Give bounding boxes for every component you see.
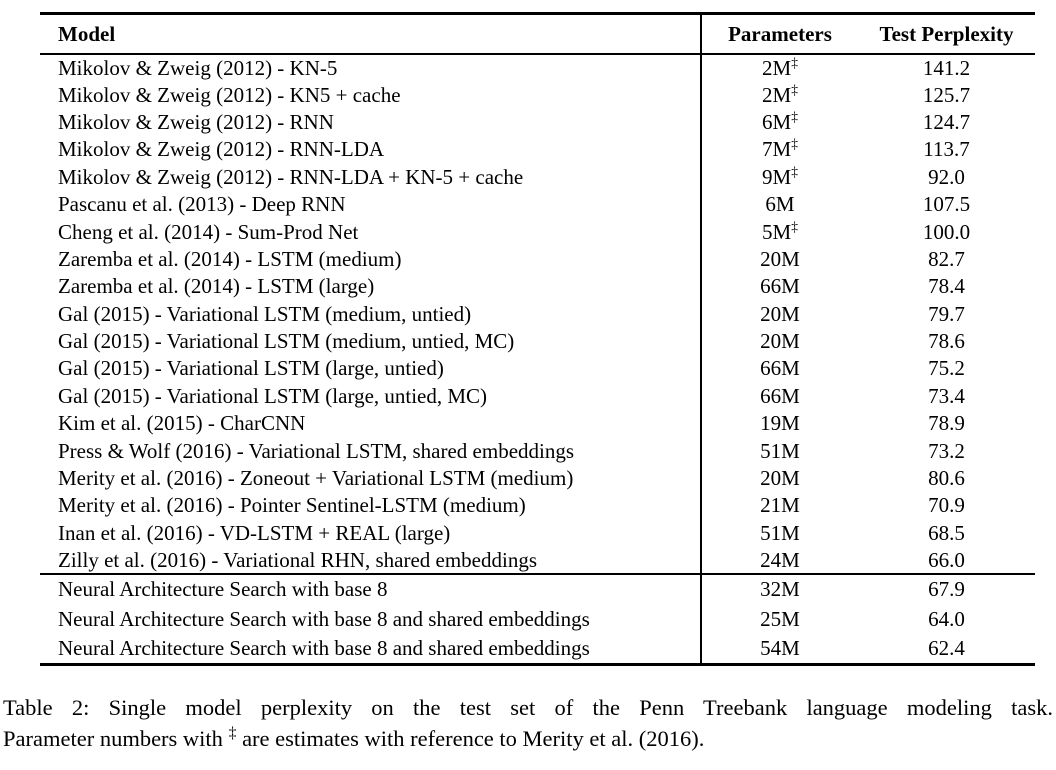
- table-row: [40, 273, 1035, 300]
- model-cell: Inan et al. (2016) - VD-LSTM + REAL (large): [40, 520, 701, 547]
- table-row: [40, 547, 1035, 574]
- model-cell: Merity et al. (2016) - Zoneout + Variational LSTM (medium): [40, 465, 701, 492]
- parameters-cell: 54M: [760, 636, 800, 661]
- double-dagger-icon: ‡: [791, 108, 798, 124]
- caption-line-2-suffix: are estimates with reference to Merity et al. (2016).: [236, 725, 705, 751]
- model-cell: Mikolov & Zweig (2012) - RNN-LDA: [40, 136, 701, 163]
- model-cell: Neural Architecture Search with base 8 and shared embeddings: [40, 604, 701, 634]
- caption-line-2: [3, 723, 1053, 754]
- caption-line-1: Table 2: Single model perplexity on the test set of the Penn Treebank language modeling task.: [3, 694, 1053, 720]
- double-dagger-icon: ‡: [791, 54, 798, 70]
- perplexity-cell: 73.2: [928, 438, 965, 463]
- double-dagger-icon: ‡: [791, 136, 798, 152]
- parameters-cell: 51M: [760, 438, 800, 463]
- model-cell: Mikolov & Zweig (2012) - RNN: [40, 109, 701, 136]
- double-dagger-icon: ‡: [228, 724, 237, 742]
- table-row: [40, 109, 1035, 136]
- table-row: [40, 465, 1035, 492]
- parameters-cell: 20M: [760, 329, 800, 354]
- parameters-cell: 66M: [760, 383, 800, 408]
- parameters-cell: 5M‡: [762, 218, 798, 244]
- parameters-cell: 9M‡: [762, 163, 798, 189]
- table-row: [40, 410, 1035, 437]
- double-dagger-icon: ‡: [791, 163, 798, 179]
- model-cell: Mikolov & Zweig (2012) - KN5 + cache: [40, 81, 701, 108]
- perplexity-cell: 113.7: [923, 137, 970, 162]
- perplexity-cell: 78.9: [928, 411, 965, 436]
- model-cell: Gal (2015) - Variational LSTM (medium, untied, MC): [40, 328, 701, 355]
- table-header: [40, 14, 1035, 55]
- table-row: [40, 328, 1035, 355]
- table-row: [40, 301, 1035, 328]
- table-row: [40, 54, 1035, 81]
- table-row: [40, 191, 1035, 218]
- model-cell: Neural Architecture Search with base 8 and shared embeddings: [40, 634, 701, 664]
- table-caption: [3, 692, 1053, 754]
- header-test-perplexity: Test Perplexity: [858, 14, 1035, 55]
- table-row: [40, 383, 1035, 410]
- table-row: [40, 604, 1035, 634]
- parameters-cell: 24M: [760, 547, 800, 572]
- table-row: [40, 355, 1035, 382]
- perplexity-cell: 100.0: [922, 219, 971, 244]
- parameters-cell: 66M: [760, 274, 800, 299]
- model-cell: Neural Architecture Search with base 8: [40, 574, 701, 604]
- parameters-cell: 20M: [760, 246, 800, 271]
- perplexity-cell: 80.6: [928, 466, 965, 491]
- table-row: [40, 574, 1035, 604]
- table-row: [40, 437, 1035, 464]
- results-table: [40, 12, 1035, 666]
- table-row: [40, 634, 1035, 664]
- model-cell: Gal (2015) - Variational LSTM (medium, untied): [40, 301, 701, 328]
- perplexity-cell: 82.7: [928, 246, 965, 271]
- model-cell: Press & Wolf (2016) - Variational LSTM, shared embeddings: [40, 437, 701, 464]
- table-row: [40, 81, 1035, 108]
- caption-line-2-prefix: Parameter numbers with: [3, 725, 229, 751]
- perplexity-cell: 64.0: [928, 606, 965, 631]
- double-dagger-icon: ‡: [791, 218, 798, 234]
- model-cell: Pascanu et al. (2013) - Deep RNN: [40, 191, 701, 218]
- table-row: [40, 492, 1035, 519]
- prior-work-rows: [40, 54, 1035, 574]
- perplexity-cell: 66.0: [928, 547, 965, 572]
- parameters-cell: 66M: [760, 356, 800, 381]
- table-row: [40, 136, 1035, 163]
- parameters-cell: 51M: [760, 520, 800, 545]
- model-cell: Gal (2015) - Variational LSTM (large, untied): [40, 355, 701, 382]
- parameters-cell: 32M: [760, 577, 800, 602]
- model-cell: Zaremba et al. (2014) - LSTM (large): [40, 273, 701, 300]
- parameters-cell: 6M‡: [762, 108, 798, 134]
- model-cell: Mikolov & Zweig (2012) - RNN-LDA + KN-5 + cache: [40, 164, 701, 191]
- parameters-cell: 19M: [760, 411, 800, 436]
- table-row: [40, 246, 1035, 273]
- parameters-cell: 20M: [760, 466, 800, 491]
- parameters-cell: 21M: [760, 493, 800, 518]
- perplexity-cell: 78.4: [928, 274, 965, 299]
- table-header-row: [40, 14, 1035, 55]
- perplexity-cell: 107.5: [922, 192, 971, 217]
- model-cell: Zilly et al. (2016) - Variational RHN, shared embeddings: [40, 547, 701, 574]
- model-cell: Zaremba et al. (2014) - LSTM (medium): [40, 246, 701, 273]
- perplexity-cell: 78.6: [928, 329, 965, 354]
- table-row: [40, 164, 1035, 191]
- model-cell: Cheng et al. (2014) - Sum-Prod Net: [40, 218, 701, 245]
- model-cell: Kim et al. (2015) - CharCNN: [40, 410, 701, 437]
- perplexity-cell: 73.4: [928, 383, 965, 408]
- table-row: [40, 520, 1035, 547]
- perplexity-cell: 68.5: [928, 520, 965, 545]
- perplexity-cell: 75.2: [928, 356, 965, 381]
- table-row: [40, 218, 1035, 245]
- double-dagger-icon: ‡: [791, 81, 798, 97]
- header-parameters: Parameters: [701, 14, 858, 55]
- perplexity-cell: 62.4: [928, 636, 965, 661]
- perplexity-cell: 67.9: [928, 577, 965, 602]
- perplexity-cell: 92.0: [928, 164, 965, 189]
- perplexity-cell: 70.9: [928, 493, 965, 518]
- parameters-cell: 7M‡: [762, 136, 798, 162]
- parameters-cell: 20M: [760, 301, 800, 326]
- model-cell: Merity et al. (2016) - Pointer Sentinel-LSTM (medium): [40, 492, 701, 519]
- nas-rows: [40, 574, 1035, 664]
- model-cell: Mikolov & Zweig (2012) - KN-5: [40, 54, 701, 81]
- perplexity-cell: 125.7: [922, 82, 971, 107]
- parameters-cell: 25M: [760, 606, 800, 631]
- parameters-cell: 2M‡: [762, 54, 798, 80]
- model-cell: Gal (2015) - Variational LSTM (large, untied, MC): [40, 383, 701, 410]
- perplexity-cell: 124.7: [922, 109, 971, 134]
- parameters-cell: 6M: [765, 192, 795, 217]
- perplexity-cell: 79.7: [928, 301, 965, 326]
- parameters-cell: 2M‡: [762, 81, 798, 107]
- perplexity-cell: 141.2: [922, 55, 971, 80]
- header-model: Model: [40, 14, 701, 55]
